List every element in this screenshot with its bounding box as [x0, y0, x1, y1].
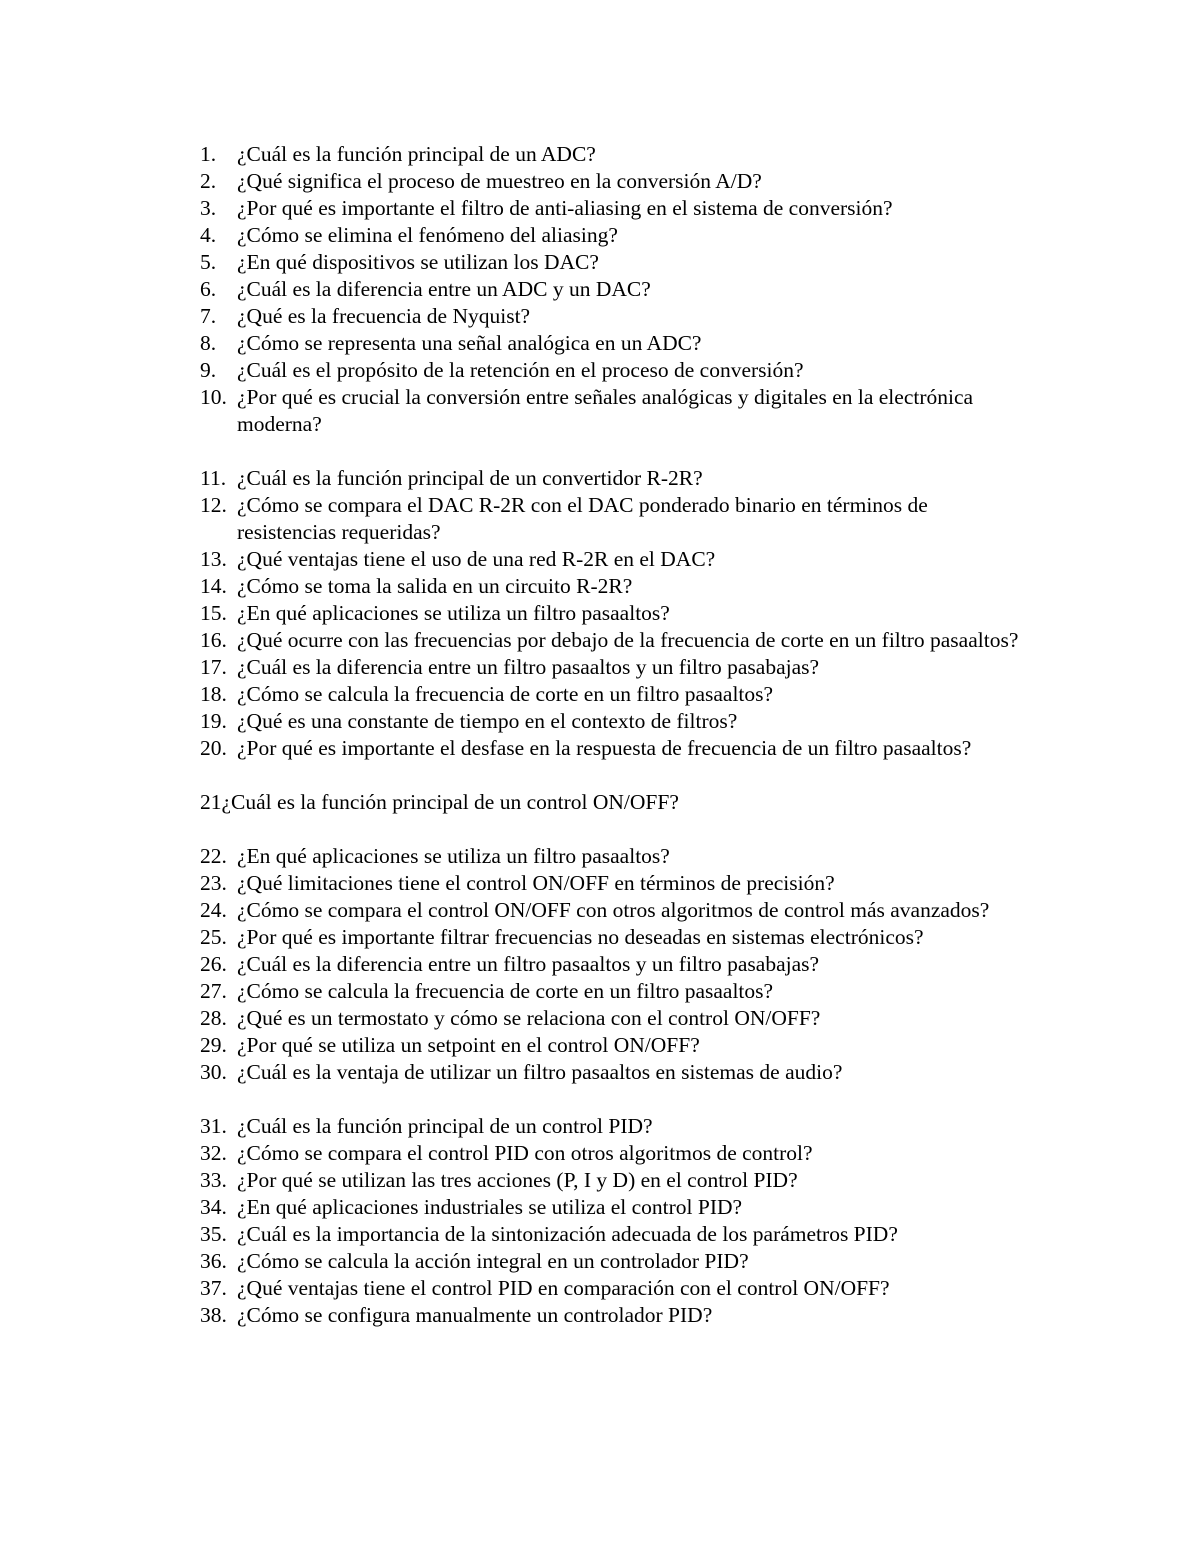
question-text: ¿Por qué es importante el filtro de anti-aliasing en el sistema de conversión?	[237, 196, 893, 220]
question-item	[200, 1221, 1020, 1248]
question-number: 25.	[200, 925, 227, 949]
question-text: ¿En qué aplicaciones se utiliza un filtro pasaaltos?	[237, 601, 670, 625]
question-number: 4.	[200, 223, 217, 247]
question-item	[200, 897, 1020, 924]
question-item	[200, 978, 1020, 1005]
question-item	[200, 276, 1020, 303]
question-number: 16.	[200, 628, 227, 652]
question-item	[200, 1194, 1020, 1221]
question-item	[200, 843, 1020, 870]
question-number: 6.	[200, 277, 217, 301]
question-text: ¿Cuál es el propósito de la retención en el proceso de conversión?	[237, 358, 804, 382]
question-text: ¿Por qué se utiliza un setpoint en el control ON/OFF?	[237, 1033, 700, 1057]
question-text: ¿Cómo se representa una señal analógica en un ADC?	[237, 331, 702, 355]
question-text: ¿En qué aplicaciones industriales se utiliza el control PID?	[237, 1195, 743, 1219]
section-gap	[200, 816, 1020, 843]
question-text: ¿Qué limitaciones tiene el control ON/OFF en términos de precisión?	[237, 871, 835, 895]
question-number: 17.	[200, 655, 227, 679]
question-text: ¿Cómo se configura manualmente un controlador PID?	[237, 1303, 713, 1327]
question-item	[200, 1248, 1020, 1275]
question-text: ¿Cuál es la importancia de la sintonización adecuada de los parámetros PID?	[237, 1222, 898, 1246]
question-number: 9.	[200, 358, 217, 382]
question-text: ¿Qué ventajas tiene el uso de una red R-2R en el DAC?	[237, 547, 716, 571]
question-item	[200, 492, 1020, 546]
question-number: 19.	[200, 709, 227, 733]
question-item	[200, 222, 1020, 249]
question-item	[200, 627, 1020, 654]
question-text: ¿Cómo se elimina el fenómeno del aliasing?	[237, 223, 618, 247]
question-number: 37.	[200, 1276, 227, 1300]
question-number: 28.	[200, 1006, 227, 1030]
question-number: 2.	[200, 169, 217, 193]
question-text: ¿Cómo se calcula la frecuencia de corte en un filtro pasaaltos?	[237, 979, 774, 1003]
question-text: ¿En qué dispositivos se utilizan los DAC?	[237, 250, 599, 274]
question-text: ¿Cuál es la diferencia entre un filtro pasaaltos y un filtro pasabajas?	[237, 952, 820, 976]
question-item	[200, 249, 1020, 276]
question-item	[200, 654, 1020, 681]
section-gap	[200, 762, 1020, 789]
question-number: 31.	[200, 1114, 227, 1138]
question-item	[200, 681, 1020, 708]
question-number: 33.	[200, 1168, 227, 1192]
question-item	[200, 1302, 1020, 1329]
question-item	[200, 303, 1020, 330]
question-text: ¿Cuál es la ventaja de utilizar un filtro pasaaltos en sistemas de audio?	[237, 1060, 843, 1084]
question-text: ¿Por qué es importante el desfase en la respuesta de frecuencia de un filtro pasaaltos?	[237, 736, 972, 760]
question-number: 26.	[200, 952, 227, 976]
question-number: 32.	[200, 1141, 227, 1165]
question-item	[200, 1167, 1020, 1194]
section-gap	[200, 1086, 1020, 1113]
question-text: ¿Cómo se calcula la frecuencia de corte en un filtro pasaaltos?	[237, 682, 774, 706]
question-number: 14.	[200, 574, 227, 598]
question-number: 15.	[200, 601, 227, 625]
question-text: ¿Por qué es importante filtrar frecuencias no deseadas en sistemas electrónicos?	[237, 925, 924, 949]
question-text: ¿Cómo se toma la salida en un circuito R-2R?	[237, 574, 633, 598]
question-number: 3.	[200, 196, 217, 220]
question-item	[200, 924, 1020, 951]
question-text: ¿Cómo se compara el DAC R-2R con el DAC ponderado binario en términos de resistencias requeridas?	[237, 493, 928, 544]
question-text: ¿Cómo se calcula la acción integral en un controlador PID?	[237, 1249, 749, 1273]
question-item	[200, 195, 1020, 222]
question-item	[200, 870, 1020, 897]
question-number: 22.	[200, 844, 227, 868]
question-list	[200, 141, 1020, 1329]
question-number: 30.	[200, 1060, 227, 1084]
question-item	[200, 1059, 1020, 1086]
question-item	[200, 357, 1020, 384]
question-text: ¿Qué ocurre con las frecuencias por debajo de la frecuencia de corte en un filtro pasaaltos?	[237, 628, 1019, 652]
question-item	[200, 1140, 1020, 1167]
question-item	[200, 735, 1020, 762]
question-text: ¿Qué es una constante de tiempo en el contexto de filtros?	[237, 709, 738, 733]
question-item	[200, 1275, 1020, 1302]
question-number: 5.	[200, 250, 217, 274]
question-item	[200, 141, 1020, 168]
question-text: ¿Cuál es la función principal de un convertidor R-2R?	[237, 466, 703, 490]
question-text: ¿Qué significa el proceso de muestreo en la conversión A/D?	[237, 169, 762, 193]
question-text: ¿Cómo se compara el control ON/OFF con otros algoritmos de control más avanzados?	[237, 898, 990, 922]
section-gap	[200, 438, 1020, 465]
question-text: ¿En qué aplicaciones se utiliza un filtro pasaaltos?	[237, 844, 670, 868]
question-number: 29.	[200, 1033, 227, 1057]
question-text: ¿Cuál es la función principal de un control PID?	[237, 1114, 653, 1138]
standalone-question: 21¿Cuál es la función principal de un control ON/OFF?	[200, 790, 679, 814]
question-number: 13.	[200, 547, 227, 571]
question-number: 8.	[200, 331, 217, 355]
question-number: 35.	[200, 1222, 227, 1246]
question-text: ¿Cuál es la diferencia entre un filtro pasaaltos y un filtro pasabajas?	[237, 655, 820, 679]
question-number: 20.	[200, 736, 227, 760]
question-text: ¿Qué ventajas tiene el control PID en comparación con el control ON/OFF?	[237, 1276, 890, 1300]
question-number: 24.	[200, 898, 227, 922]
question-item	[200, 384, 1020, 438]
question-number: 1.	[200, 142, 217, 166]
question-number: 36.	[200, 1249, 227, 1273]
question-text: ¿Por qué se utilizan las tres acciones (P, I y D) en el control PID?	[237, 1168, 798, 1192]
question-text: ¿Qué es la frecuencia de Nyquist?	[237, 304, 531, 328]
question-item	[200, 330, 1020, 357]
question-number: 12.	[200, 493, 227, 517]
question-text: ¿Cuál es la diferencia entre un ADC y un DAC?	[237, 277, 651, 301]
question-text: ¿Cuál es la función principal de un ADC?	[237, 142, 596, 166]
question-item	[200, 168, 1020, 195]
question-text: ¿Cómo se compara el control PID con otros algoritmos de control?	[237, 1141, 813, 1165]
question-item	[200, 951, 1020, 978]
question-number: 18.	[200, 682, 227, 706]
question-item	[200, 1113, 1020, 1140]
question-item	[200, 708, 1020, 735]
question-text: ¿Qué es un termostato y cómo se relaciona con el control ON/OFF?	[237, 1006, 821, 1030]
question-number: 38.	[200, 1303, 227, 1327]
question-text: ¿Por qué es crucial la conversión entre señales analógicas y digitales en la electrónica moderna?	[237, 385, 974, 436]
question-number: 23.	[200, 871, 227, 895]
question-item	[200, 573, 1020, 600]
question-item	[200, 600, 1020, 627]
question-number: 11.	[200, 466, 227, 490]
question-item	[200, 1032, 1020, 1059]
question-number: 34.	[200, 1195, 227, 1219]
question-number: 7.	[200, 304, 217, 328]
question-number: 10.	[200, 385, 227, 409]
question-item	[200, 465, 1020, 492]
question-item	[200, 1005, 1020, 1032]
question-number: 27.	[200, 979, 227, 1003]
question-item	[200, 546, 1020, 573]
